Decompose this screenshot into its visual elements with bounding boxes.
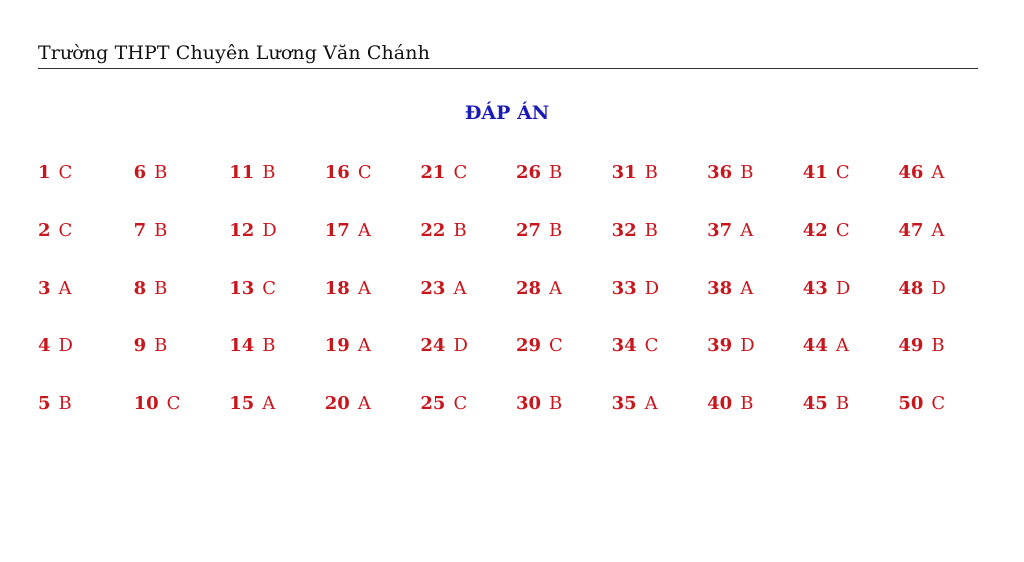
answer-item xyxy=(707,216,803,274)
answer-number: 3 xyxy=(38,277,51,299)
answer-item xyxy=(707,331,803,389)
answer-item xyxy=(325,158,421,216)
answer-item xyxy=(229,158,325,216)
answer-letter: B xyxy=(740,393,754,415)
answer-number: 6 xyxy=(133,162,147,183)
answer-number: 4 xyxy=(38,335,51,357)
answer-letter: D xyxy=(740,335,755,357)
answer-letter: C xyxy=(835,219,850,241)
answer-item xyxy=(898,331,994,389)
answer-letter: B xyxy=(58,393,72,415)
answer-number: 19 xyxy=(324,335,350,357)
answer-number: 48 xyxy=(898,277,924,299)
answer-item xyxy=(134,216,230,274)
answer-number: 43 xyxy=(802,277,828,299)
answer-number: 29 xyxy=(515,335,542,357)
answer-number: 25 xyxy=(420,393,446,415)
answer-number: 11 xyxy=(229,162,255,183)
answer-letter: B xyxy=(549,393,563,415)
answer-item xyxy=(38,216,134,274)
answer-number: 45 xyxy=(802,393,828,415)
answer-item xyxy=(612,216,708,274)
answer-item xyxy=(134,274,230,332)
answer-number: 18 xyxy=(324,277,350,299)
answer-letter: A xyxy=(453,277,467,299)
answer-letter: B xyxy=(644,219,658,241)
answer-number: 41 xyxy=(802,162,828,183)
answer-letter: B xyxy=(154,277,168,299)
answer-letter: D xyxy=(644,277,660,299)
answer-number: 35 xyxy=(611,393,637,415)
answer-item xyxy=(803,331,899,389)
answer-item xyxy=(420,331,516,389)
answer-letter: D xyxy=(931,277,946,299)
answer-letter: B xyxy=(549,162,563,183)
answer-letter: A xyxy=(740,219,754,241)
answer-number: 30 xyxy=(515,393,542,415)
answer-number: 21 xyxy=(420,162,446,183)
page-title: ĐÁP ÁN xyxy=(464,102,550,124)
answer-number: 38 xyxy=(707,277,733,299)
answer-number: 14 xyxy=(229,335,255,357)
answer-letter: D xyxy=(58,335,73,357)
answer-item xyxy=(612,389,708,447)
answer-letter: C xyxy=(835,162,850,183)
answer-number: 37 xyxy=(707,219,733,241)
answer-item xyxy=(516,389,612,447)
answer-letter: B xyxy=(644,162,658,183)
answer-item xyxy=(707,389,803,447)
answer-number: 46 xyxy=(898,162,924,183)
answer-letter: C xyxy=(549,335,563,357)
answer-letter: B xyxy=(154,162,168,183)
answer-number: 44 xyxy=(802,335,828,357)
answer-item xyxy=(612,331,708,389)
answer-item xyxy=(325,331,421,389)
answer-number: 42 xyxy=(802,219,828,241)
answer-item xyxy=(612,274,708,332)
answer-number: 17 xyxy=(324,219,350,241)
answer-letter: A xyxy=(357,335,371,357)
answer-number: 23 xyxy=(420,277,446,299)
answer-number: 34 xyxy=(611,335,637,357)
answer-item xyxy=(420,389,516,447)
answer-letter: B xyxy=(453,219,467,241)
answer-letter: D xyxy=(835,277,851,299)
answer-item xyxy=(38,274,134,332)
answer-letter: B xyxy=(154,335,168,357)
answer-item xyxy=(898,274,994,332)
answer-number: 22 xyxy=(420,219,446,241)
answer-item xyxy=(803,389,899,447)
answer-item xyxy=(612,158,708,216)
answer-letter: C xyxy=(931,393,946,415)
answer-item xyxy=(229,274,325,332)
answer-item xyxy=(898,158,994,216)
answer-number: 12 xyxy=(229,219,255,241)
answer-letter: B xyxy=(154,219,168,241)
answer-letter: B xyxy=(549,219,563,241)
answer-number: 8 xyxy=(133,277,147,299)
header-rule xyxy=(38,68,978,69)
answer-number: 20 xyxy=(324,393,350,415)
answer-item xyxy=(38,331,134,389)
answer-letter: C xyxy=(58,162,73,183)
answer-item xyxy=(516,331,612,389)
answer-item xyxy=(229,331,325,389)
answer-letter: B xyxy=(835,393,850,415)
answer-number: 50 xyxy=(898,393,924,415)
answer-letter: A xyxy=(835,335,849,357)
answer-number: 13 xyxy=(229,277,255,299)
answer-letter: C xyxy=(58,219,73,241)
answer-letter: D xyxy=(262,219,277,241)
answer-item xyxy=(420,158,516,216)
answer-item xyxy=(325,389,421,447)
answer-letter: B xyxy=(931,335,945,357)
answer-letter: A xyxy=(931,219,945,241)
answer-letter: C xyxy=(644,335,659,357)
answer-item xyxy=(134,389,230,447)
answer-letter: C xyxy=(453,393,468,415)
answer-letter: D xyxy=(453,335,468,357)
answer-item xyxy=(516,274,612,332)
answer-letter: B xyxy=(262,162,276,183)
answer-number: 2 xyxy=(38,219,51,241)
answer-number: 16 xyxy=(324,162,350,183)
answer-item xyxy=(803,216,899,274)
answer-letter: B xyxy=(262,335,276,357)
answer-number: 5 xyxy=(38,393,51,415)
answer-number: 10 xyxy=(133,393,159,415)
answer-letter: C xyxy=(453,162,468,183)
answer-letter: A xyxy=(549,277,563,299)
answer-number: 31 xyxy=(611,162,637,183)
answer-number: 47 xyxy=(898,219,924,241)
answer-letter: A xyxy=(644,393,658,415)
answer-item xyxy=(803,274,899,332)
answer-number: 33 xyxy=(611,277,637,299)
answer-letter: A xyxy=(357,277,371,299)
page-header-school: Trường THPT Chuyên Lương Văn Chánh xyxy=(38,42,430,64)
answer-item xyxy=(325,274,421,332)
answer-item xyxy=(229,216,325,274)
answer-item xyxy=(134,331,230,389)
answer-item xyxy=(38,389,134,447)
answer-number: 24 xyxy=(420,335,446,357)
answer-item xyxy=(707,274,803,332)
answer-letter: A xyxy=(931,162,945,183)
answer-letter: A xyxy=(357,393,371,415)
answer-letter: B xyxy=(740,162,754,183)
answer-item xyxy=(420,274,516,332)
answer-number: 26 xyxy=(515,162,542,183)
answer-item xyxy=(325,216,421,274)
answer-number: 1 xyxy=(38,162,51,183)
answer-letter: A xyxy=(740,277,754,299)
answer-number: 9 xyxy=(133,335,147,357)
answer-item xyxy=(803,158,899,216)
answer-item xyxy=(898,216,994,274)
answer-item xyxy=(420,216,516,274)
answer-number: 40 xyxy=(707,393,733,415)
answer-letter: C xyxy=(262,277,277,299)
answer-grid xyxy=(38,158,994,447)
answer-letter: A xyxy=(262,393,276,415)
answer-item xyxy=(229,389,325,447)
answer-number: 28 xyxy=(515,277,542,299)
answer-number: 39 xyxy=(707,335,733,357)
answer-letter: C xyxy=(357,162,372,183)
answer-letter: C xyxy=(166,393,181,415)
answer-item xyxy=(38,158,134,216)
answer-item xyxy=(134,158,230,216)
answer-number: 27 xyxy=(515,219,542,241)
answer-item xyxy=(516,216,612,274)
answer-number: 36 xyxy=(707,162,733,183)
answer-number: 49 xyxy=(898,335,924,357)
answer-number: 7 xyxy=(133,219,147,241)
answer-item xyxy=(707,158,803,216)
answer-letter: A xyxy=(357,219,371,241)
answer-item xyxy=(898,389,994,447)
answer-letter: A xyxy=(58,277,72,299)
answer-number: 32 xyxy=(611,219,637,241)
answer-number: 15 xyxy=(229,393,255,415)
answer-item xyxy=(516,158,612,216)
